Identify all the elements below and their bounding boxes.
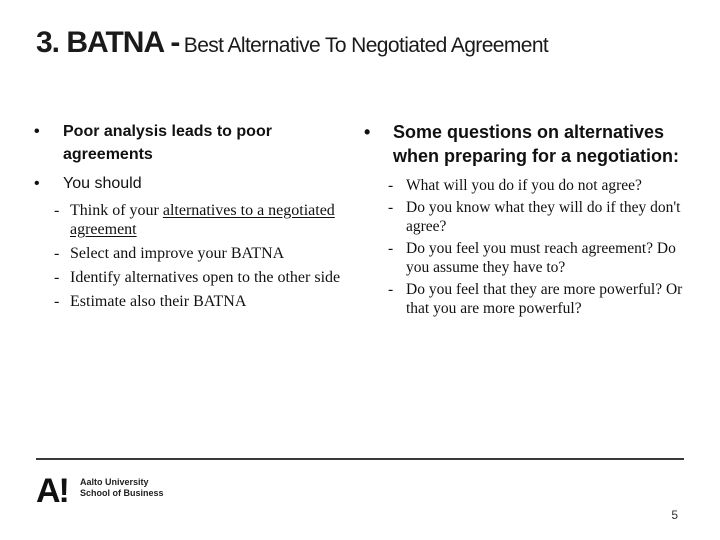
sub-item <box>34 292 344 311</box>
logo-text <box>80 477 164 499</box>
sub-item <box>364 198 684 236</box>
bullet-dot: • <box>34 175 40 192</box>
sub-item-prefix: Think of your <box>70 202 163 219</box>
bullet-dot: • <box>364 122 371 142</box>
footer-divider <box>36 458 684 460</box>
bullet-text: Some questions on alternatives when preparing for a negotiation: <box>393 122 680 166</box>
title-main: 3. BATNA - <box>36 26 180 59</box>
sub-item-text: Do you know what they will do if they don't agree? <box>406 199 681 235</box>
slide-title <box>36 26 548 60</box>
sub-item-text: Do you feel you must reach agreement? Do you assume they have to? <box>406 240 676 276</box>
dash-marker: - <box>388 199 394 216</box>
sub-item-underlined: alternatives to a negotiated agreement <box>70 202 335 238</box>
page-number: 5 <box>671 508 678 522</box>
title-subtitle: Best Alternative To Negotiated Agreement <box>183 34 549 57</box>
dash-marker: - <box>388 240 394 257</box>
bullet-text: Poor analysis leads to poor agreements <box>63 123 272 163</box>
sub-item <box>364 239 684 277</box>
bullet-item <box>34 172 344 195</box>
logo-line-school: School of Business <box>80 488 164 498</box>
dash-marker: - <box>54 293 60 310</box>
bullet-item <box>34 120 344 166</box>
logo-line-university: Aalto University <box>80 477 149 487</box>
bullet-text: You should <box>63 175 142 192</box>
sub-item <box>364 176 684 195</box>
sub-item-text: Identify alternatives open to the other side <box>70 269 341 286</box>
right-column <box>364 120 684 321</box>
logo-mark: A! <box>36 472 68 510</box>
sub-item-text: Do you feel that they are more powerful? Or that you are more powerful? <box>406 281 683 317</box>
bullet-dot: • <box>34 123 40 140</box>
dash-marker: - <box>54 269 60 286</box>
sub-list <box>364 176 684 318</box>
left-column <box>34 120 344 316</box>
sub-item <box>34 244 344 263</box>
dash-marker: - <box>388 281 394 298</box>
sub-item-text: What will you do if you do not agree? <box>406 177 642 194</box>
sub-item <box>34 268 344 287</box>
dash-marker: - <box>54 245 60 262</box>
bullet-item <box>364 120 684 168</box>
sub-item-text: Estimate also their BATNA <box>70 293 247 310</box>
sub-item <box>34 201 344 239</box>
sub-item <box>364 280 684 318</box>
sub-item-text: Select and improve your BATNA <box>70 245 285 262</box>
dash-marker: - <box>388 177 394 194</box>
dash-marker: - <box>54 202 60 219</box>
sub-list <box>34 201 344 311</box>
